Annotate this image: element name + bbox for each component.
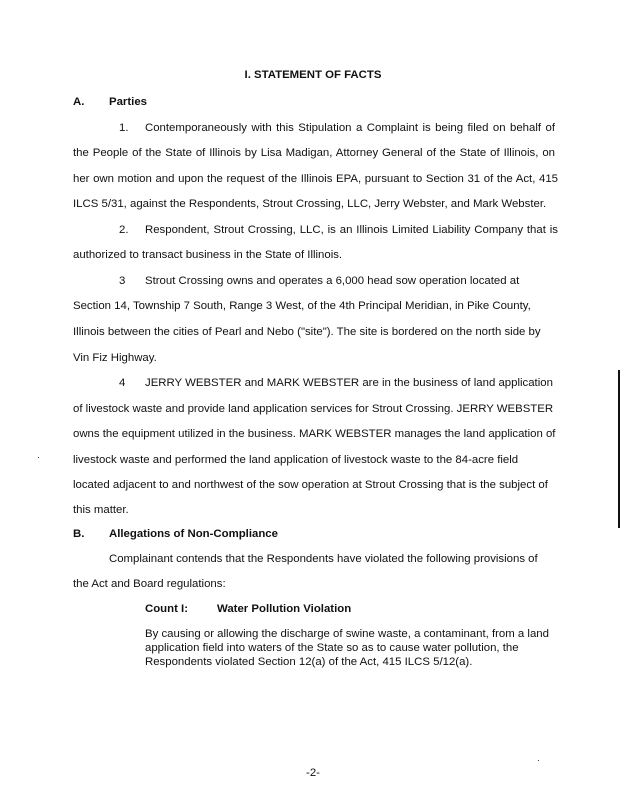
paragraph-line: Contemporaneously with this Stipulation a Complaint is being filed on behalf of <box>145 122 555 134</box>
paragraph-line: Respondent, Strout Crossing, LLC, is an Illinois Limited Liability Company that is <box>145 224 558 236</box>
paragraph-line: her own motion and upon the request of the Illinois EPA, pursuant to Section 31 of the Act, 415 <box>73 173 558 185</box>
paragraph-line: ILCS 5/31, against the Respondents, Strout Crossing, LLC, Jerry Webster, and Mark Webster. <box>73 198 547 210</box>
paragraph-line: Vin Fiz Highway. <box>73 352 157 364</box>
count-title: Water Pollution Violation <box>217 603 352 615</box>
count-label: Count I: <box>145 603 189 615</box>
paragraph-line: JERRY WEBSTER and MARK WEBSTER are in the business of land application <box>145 377 553 389</box>
count-text-line: By causing or allowing the discharge of swine waste, a contaminant, from a land <box>145 628 549 640</box>
page-number: -2- <box>306 767 320 779</box>
paragraph-line: Section 14, Township 7 South, Range 3 West, of the 4th Principal Meridian, in Pike County, <box>73 300 531 312</box>
page-heading: I. STATEMENT OF FACTS <box>244 69 382 81</box>
count-text-line: Respondents violated Section 12(a) of the Act, 415 ILCS 5/12(a). <box>145 656 473 668</box>
paragraph-number: 4 <box>119 377 126 389</box>
section-b-letter: B. <box>73 528 85 540</box>
paragraph-line: Strout Crossing owns and operates a 6,000 head sow operation located at <box>145 275 520 287</box>
paragraph-line: Complainant contends that the Respondents have violated the following provisions of <box>109 553 538 565</box>
count-text-line: application field into waters of the State so as to cause water pollution, the <box>145 642 519 654</box>
paragraph-line: the People of the State of Illinois by Lisa Madigan, Attorney General of the State of Illinois, on <box>73 147 555 159</box>
paragraph-number: 3 <box>119 275 126 287</box>
paragraph-line: of livestock waste and provide land application services for Strout Crossing. JERRY WEBSTER <box>73 403 554 415</box>
section-b-title: Allegations of Non-Compliance <box>109 528 278 540</box>
paragraph-number: 2. <box>119 224 129 236</box>
paragraph-line: this matter. <box>73 504 129 516</box>
section-a-letter: A. <box>73 96 85 108</box>
paragraph-line: livestock waste and performed the land application of livestock waste to the 84-acre field <box>73 454 519 466</box>
paragraph-line: authorized to transact business in the State of Illinois. <box>73 249 343 261</box>
scan-speck <box>38 457 39 458</box>
section-a-title: Parties <box>109 96 147 108</box>
paragraph-line: Illinois between the cities of Pearl and Nebo ("site"). The site is bordered on the north side by <box>73 326 541 338</box>
paragraph-number: 1. <box>119 122 129 134</box>
paragraph-line: owns the equipment utilized in the business. MARK WEBSTER manages the land application of <box>73 428 556 440</box>
revision-bar <box>618 370 620 528</box>
paragraph-line: located adjacent to and northwest of the sow operation at Strout Crossing that is the subject of <box>73 479 548 491</box>
paragraph-line: the Act and Board regulations: <box>73 578 226 590</box>
scan-speck <box>538 760 539 761</box>
